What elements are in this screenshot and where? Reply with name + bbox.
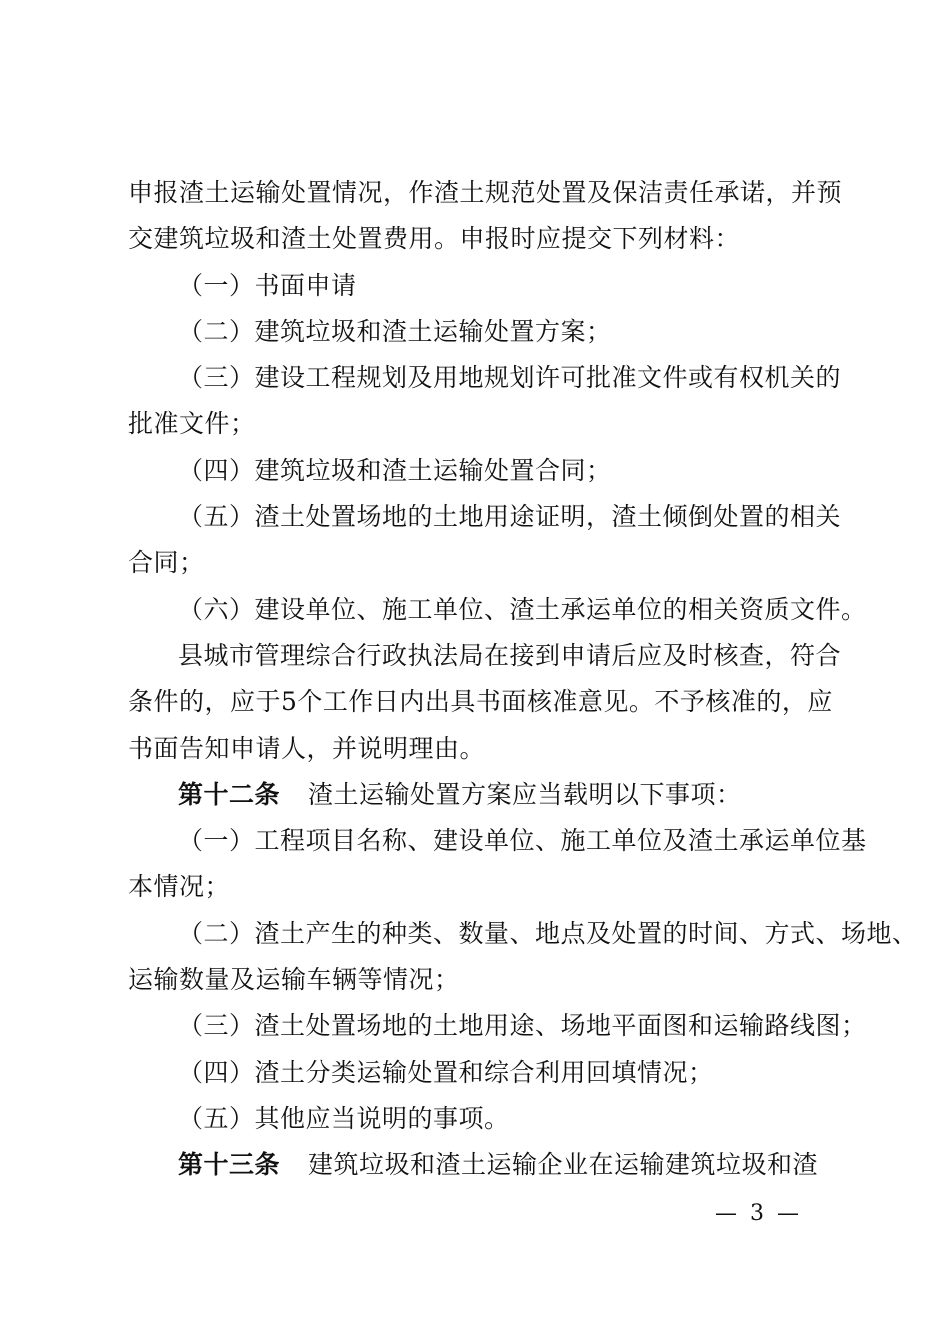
article-12 — [128, 772, 833, 818]
list-item-continuation: 合同； — [128, 548, 205, 578]
list-item: （一）工程项目名称、建设单位、施工单位及渣土承运单位基 — [178, 826, 867, 856]
article-heading: 第十二条 — [178, 779, 281, 809]
list-item: （三）建设工程规划及用地规划许可批准文件或有权机关的 — [178, 363, 842, 393]
article-13 — [128, 1142, 833, 1188]
list-item: （二）建筑垃圾和渣土运输处置方案； — [178, 316, 612, 346]
paragraph-line: 县城市管理综合行政执法局在接到申请后应及时核查，符合 — [178, 640, 842, 670]
article-text: 渣土运输处置方案应当载明以下事项： — [308, 779, 742, 809]
page-number: — 3 — — [715, 1201, 802, 1226]
paragraph-line: 书面告知申请人，并说明理由。 — [128, 733, 486, 763]
list-item: （五）渣土处置场地的土地用途证明，渣土倾倒处置的相关 — [178, 502, 842, 532]
list-item-continuation: 本情况； — [128, 872, 231, 902]
body-text — [128, 170, 918, 1189]
list-item: （一）书面申请 — [178, 270, 357, 300]
list-item: （六）建设单位、施工单位、渣土承运单位的相关资质文件。 — [178, 594, 867, 624]
list-item-continuation: 运输数量及运输车辆等情况； — [128, 965, 460, 995]
list-item: （五）其他应当说明的事项。 — [178, 1103, 510, 1133]
list-item-continuation: 批准文件； — [128, 409, 256, 439]
list-item: （二）渣土产生的种类、数量、地点及处置的时间、方式、场地、 — [178, 918, 918, 948]
paragraph-line: 申报渣土运输处置情况，作渣土规范处置及保洁责任承诺，并预 — [128, 178, 843, 207]
list-item: （三）渣土处置场地的土地用途、场地平面图和运输路线图； — [178, 1011, 867, 1041]
article-heading: 第十三条 — [178, 1150, 281, 1180]
paragraph-line: 条件的，应于5个工作日内出具书面核准意见。不予核准的，应 — [128, 687, 833, 717]
paragraph-line: 交建筑垃圾和渣土处置费用。申报时应提交下列材料： — [128, 224, 741, 254]
list-item: （四）建筑垃圾和渣土运输处置合同； — [178, 455, 612, 485]
list-item: （四）渣土分类运输处置和综合利用回填情况； — [178, 1057, 714, 1087]
article-text: 建筑垃圾和渣土运输企业在运输建筑垃圾和渣 — [308, 1150, 819, 1180]
